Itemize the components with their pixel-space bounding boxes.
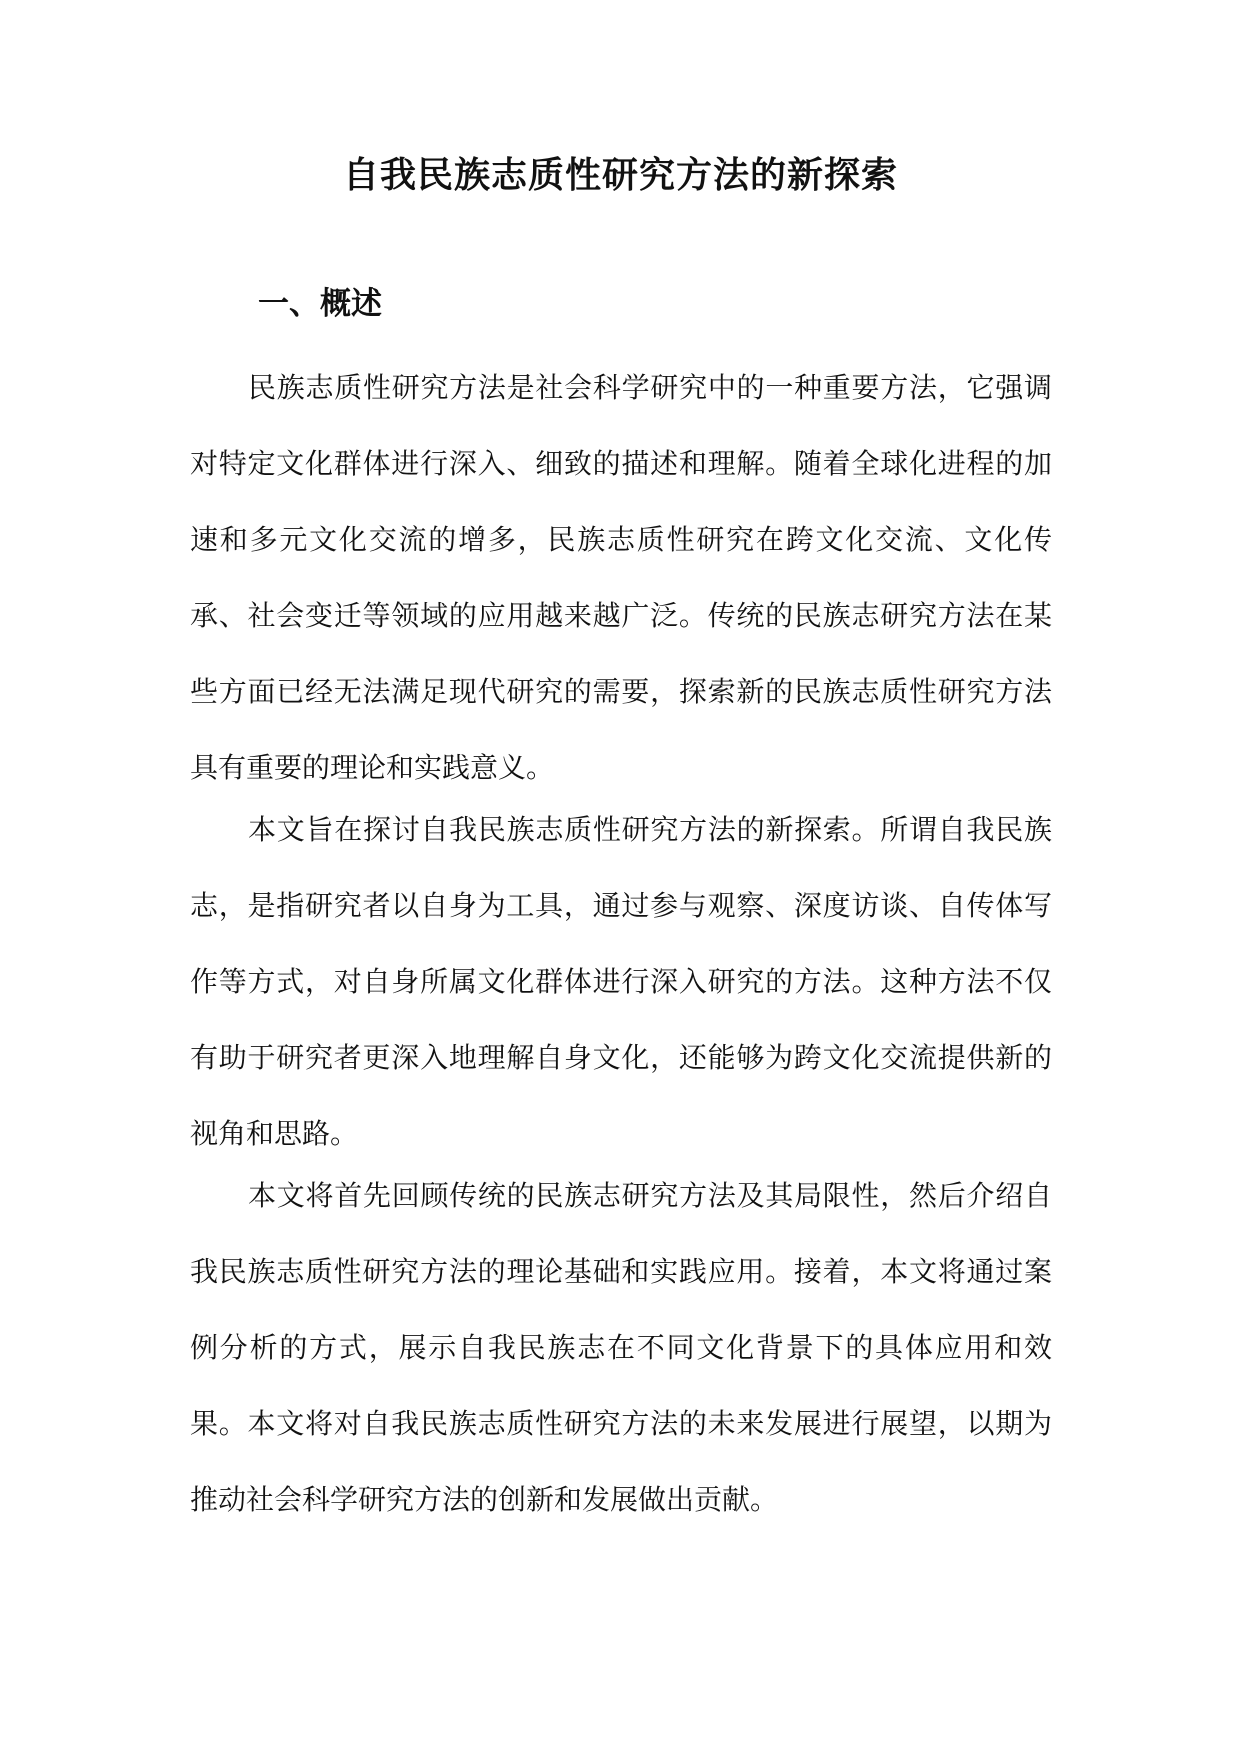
paragraph-2: 本文旨在探讨自我民族志质性研究方法的新探索。所谓自我民族志，是指研究者以自身为工具，通过参与观察、深度访谈、自传体写作等方式，对自身所属文化群体进行深入研究的方法。这种方法不仅有助于研究者更深入地理解自身文化，还能够为跨文化交流提供新的视角和思路。 — [190, 813, 1052, 1150]
paragraph-1: 民族志质性研究方法是社会科学研究中的一种重要方法，它强调对特定文化群体进行深入、细致的描述和理解。随着全球化进程的加速和多元文化交流的增多，民族志质性研究在跨文化交流、文化传承、社会变迁等领域的应用越来越广泛。传统的民族志研究方法在某些方面已经无法满足现代研究的需要，探索新的民族志质性研究方法具有重要的理论和实践意义。 — [190, 371, 1052, 784]
section-heading: 一、概述 — [258, 286, 382, 322]
paragraph-3: 本文将首先回顾传统的民族志研究方法及其局限性，然后介绍自我民族志质性研究方法的理论基础和实践应用。接着，本文将通过案例分析的方式，展示自我民族志在不同文化背景下的具体应用和效果。本文将对自我民族志质性研究方法的未来发展进行展望，以期为推动社会科学研究方法的创新和发展做出贡献。 — [190, 1179, 1052, 1516]
document-title: 自我民族志质性研究方法的新探索 — [342, 155, 898, 196]
